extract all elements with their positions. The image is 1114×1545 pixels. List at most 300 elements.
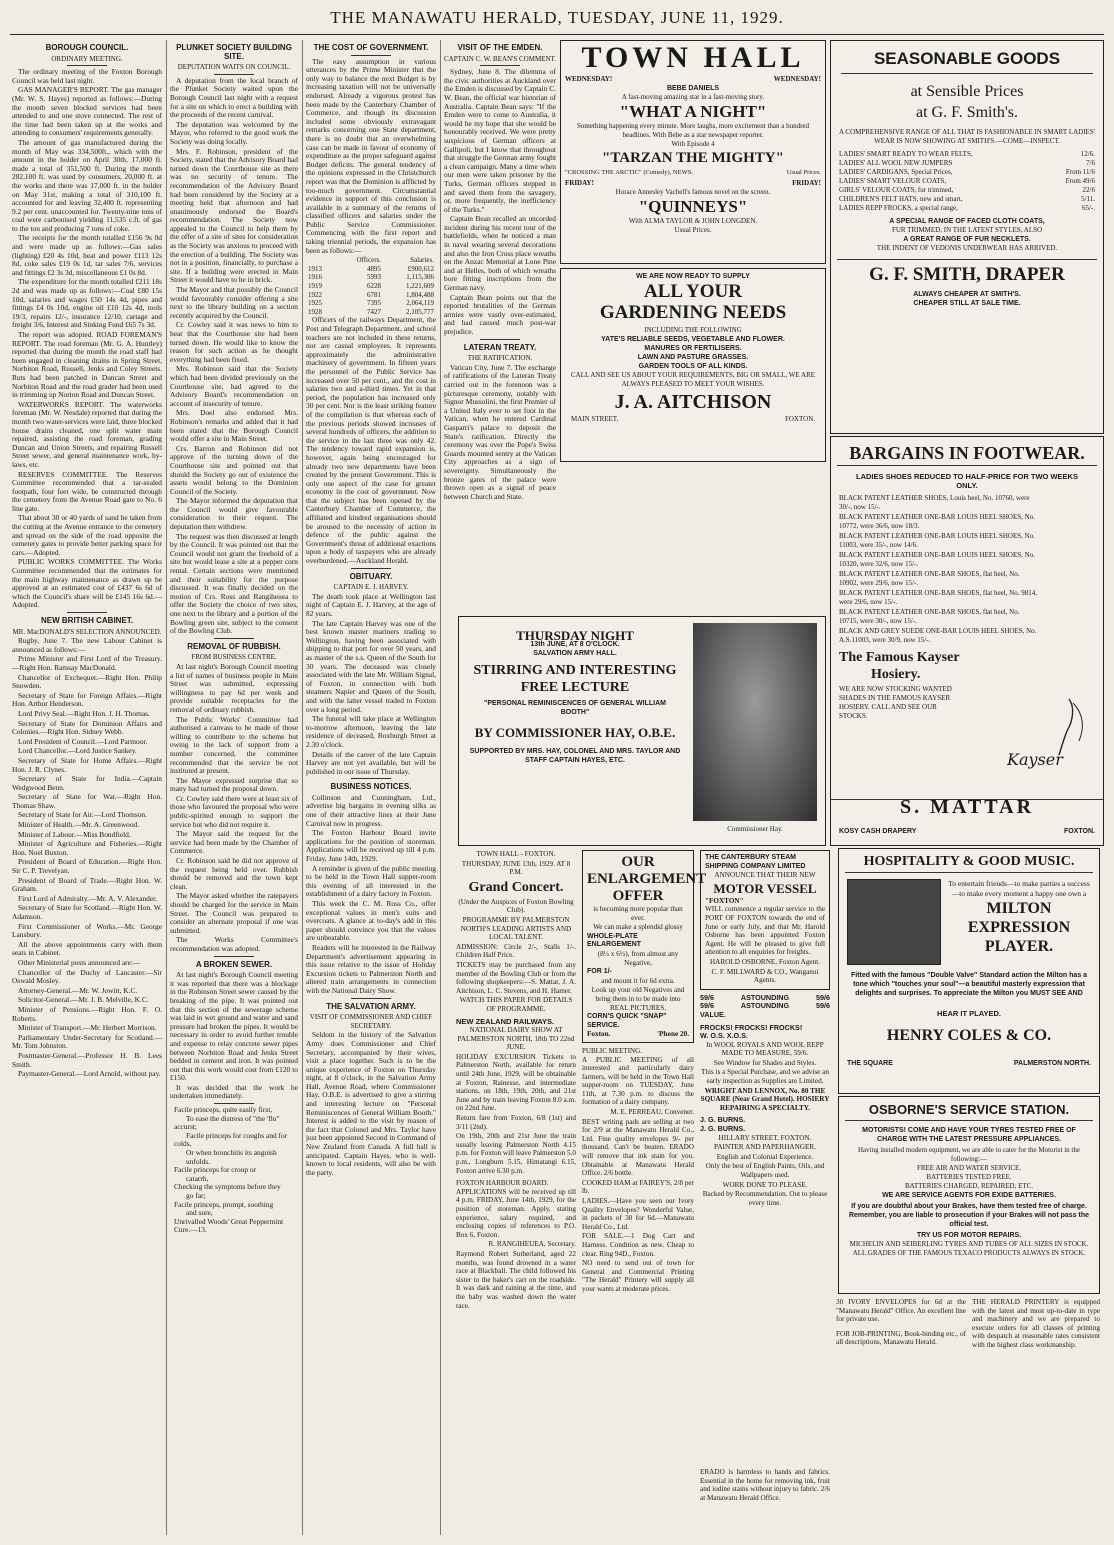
- column-rule: [440, 40, 441, 1535]
- shoe-item: BLACK PATENT LEATHER ONE-BAR SHOES, flat heel, No. 10902, were 29/6, now 15/-.: [839, 570, 1020, 587]
- column-emden: [444, 40, 556, 506]
- paragraph: Cr. Cowley said there were at least six of those who favoured the proposal who were public-spirited enough to support the service but who did not require it.: [170, 793, 298, 829]
- column-plunket: [170, 40, 298, 1535]
- subhead: VISIT OF COMMISSIONER AND CHIEF SECRETARY.: [309, 1013, 433, 1030]
- enlargement-headline: OUR ENLARGEMENT OFFER: [587, 854, 707, 904]
- mattar-line: FOXTON.: [1064, 828, 1095, 835]
- erado-line: ERADO is harmless to hands and fabrics. Essential in the home for removing ink, fruit and iodine stains without injury to fabric. 2/6 at Manawatu Herald Office.: [700, 1468, 830, 1502]
- shoe-item: BLACK AND GREY SUEDE ONE-BAR LOUIS HEEL SHOES, No. A.S.11003, were 30/9, now 15/-.: [839, 627, 1037, 644]
- enlargement-foot: 'Phone 20.: [657, 1030, 689, 1039]
- smith-name: G. F. SMITH, DRAPER: [837, 259, 1097, 290]
- harbour-headline: FOXTON HARBOUR BOARD.: [456, 1179, 549, 1188]
- osborne-line: Having installed modern equipment, we are able to cater for the Motorist in the following:—: [858, 1146, 1080, 1163]
- lecture-line: THURSDAY NIGHT: [516, 628, 634, 643]
- enlargement-line: is becoming more popular than ever.: [593, 905, 683, 922]
- kayser-headline: Hosiery.: [871, 667, 921, 682]
- paragraph: That about 30 or 40 yards of sand be taken from the cutting at the Avenue entrance to the cemetery and spread on the side of the road opposite the cemetery gates to provide better parking space for cars.—Adopted.: [12, 513, 162, 557]
- price-value: 22/6: [1082, 186, 1095, 194]
- paragraph: Lord Privy Seal.—Right Hon. J. H. Thomas.: [18, 708, 150, 718]
- paragraph: The easy assumption in various utterances by the Prime Minister that the only way to balance the next Budget is by increasing taxation will not be universally endorsed. Already a vigorous protest has been made by the Canterbury Chamber of Commerce, and though its discussion included some obviously extravagant remarks concerning one State department, there is no doubt that an overwhelming case can be made in favour of economy of expenditure as the proper safeguard against Budget deficits. The general tendency of the opinions expressed in the Christchurch report was that the Dominion is afflicted by too-much government. Circumstantial evidence in support of this conclusion is available in a summary of the returns of classified officers and salaries under the Public Service Commissioner. Commencing with the first report and taking triennial periods, the expansion has been as follows:—: [306, 56, 436, 255]
- burns-line: J. G. BURNS.: [700, 1115, 746, 1125]
- paragraph: The Public Works' Committee had authorised a canvass to be made of those willing to contribute to the scheme but owing to the lack of support from a number concerned, the committee recommended that the service be not instituted at present.: [170, 714, 298, 776]
- film-title: "TARZAN THE MIGHTY": [602, 150, 784, 166]
- hospitality-ad: [838, 848, 1100, 1094]
- burns-line: Only the best of English Paints, Oils, and Wallpapers used.: [705, 1162, 825, 1179]
- paragraph: The ordinary meeting of the Foxton Borough Council was held last night.: [12, 67, 162, 85]
- public-meeting-line: A PUBLIC MEETING of all interested and particularly dairy farmers, will be held in the Town Hall supper-room on TUESDAY, June 11th, at 7.30 p.m. to discuss the formation of a dairy company.: [582, 1055, 694, 1107]
- table-cell: 1,115,306: [406, 273, 434, 282]
- harbour-line: R. RANGIHEUEA, Secretary.: [488, 1240, 576, 1249]
- osborne-headline: OSBORNE'S SERVICE STATION.: [845, 1100, 1093, 1121]
- paragraph: Collinson and Cunningham, Ltd., advertise big bargains in evening silks as one of their attractive lines at their June Carnival now in progress.: [306, 792, 436, 828]
- table-cell: 6781: [367, 290, 382, 299]
- table-cell: 4895: [367, 264, 382, 273]
- subhead: CAPTAIN C. W. BEAN'S COMMENT.: [444, 54, 556, 63]
- concert-column: [456, 850, 576, 1540]
- enlargement-line: We can make a splendid glossy: [593, 923, 683, 932]
- aitchison-name: J. A. AITCHISON: [614, 391, 772, 413]
- divider: [351, 568, 391, 569]
- hospitality-hear: HEAR IT PLAYED.: [937, 1009, 1001, 1018]
- seasonable-line: THE INDENT OF VEDONIS UNDERWEAR HAS ARRIVED.: [876, 244, 1058, 252]
- smith-tagline: CHEAPER STILL AT SALE TIME.: [913, 300, 1021, 307]
- paragraph: The Foxton Harbour Board invite applications for the position of storeman. Applications will be received up till 4 p.m. Friday, June 14th, 1929.: [306, 828, 436, 864]
- steam-line: ANNOUNCE THAT THEIR NEW: [714, 871, 816, 880]
- table-cell: 1925: [308, 299, 322, 308]
- paragraph: At last night's Borough Council meeting it was reported that there was a blockage in the Robinson Street sewer caused by the breaking of the pipe. It was pointed out that this section of the sewerage scheme was laid in wet ground and water and sand pressure had broken the pipes. It would be necessary in order to avoid further trouble and expense to relay concrete sewer pipes between Norbiton Road and Jenks Street bedded in cement and iron. It was pointed out that this work would cost from £120 to £150.: [170, 970, 298, 1083]
- lecture-line: SALVATION ARMY HALL.: [533, 650, 617, 657]
- divider: [214, 956, 254, 957]
- table-header-cell: Officers.: [356, 256, 382, 265]
- shoe-item: BLACK PATENT LEATHER ONE-BAR LOUIS HEEL SHOES, No. 10320, were 32/6, now 15/-.: [839, 551, 1035, 568]
- paragraph: The Works Committee's recommendation was adopted.: [170, 935, 298, 953]
- osborne-line: WE ARE SERVICE AGENTS FOR EXIDE BATTERIES.: [882, 1192, 1056, 1199]
- paragraph: Cr. Cowley said it was news to him to hear that the Courthouse site had been turned down. He would like to know the reason for such action as he thought everything had been fixed.: [170, 320, 298, 364]
- price-value: From 49/6: [1065, 177, 1095, 185]
- subhead: FROM BUSINESS CENTRE.: [191, 653, 277, 662]
- osborne-line: If you are doubtful about your Brakes, have them tested free of charge. Remember, you are liable to prosecution if your Brakes will not pass the official test.: [848, 1203, 1089, 1228]
- paragraph: Chancellor of Exchequer.—Right Hon. Philip Snowden.: [12, 672, 162, 691]
- table-row: [306, 291, 436, 300]
- kayser-headline: The Famous Kayser: [839, 650, 960, 665]
- tagline: A fast-moving amazing star in a fast-moving story.: [621, 93, 765, 101]
- price-item: LADIES REPP FROCKS, a special range,: [839, 204, 958, 212]
- concert-line: TOWN HALL - FOXTON.: [476, 850, 556, 858]
- divider: [351, 998, 391, 999]
- episode: With Episode 4: [671, 140, 715, 148]
- paragraph: The report was adopted. ROAD FOREMAN'S REPORT. The road foreman (Mr. G. A. Huntley) reported that during the month the road staff had been engaged in cleaning drains in Spring Street, Norbiton Road, Russell, Jenks and Coley Streets. Ruts had been patched in Duncan Street and Norbiton Road and the road grader had been used in trimming up Norton Road and Duncan Street.: [12, 330, 162, 400]
- table-row: [306, 265, 436, 274]
- harbour-line: APPLICATIONS will be received up till 4 p.m. FRIDAY, June 14th, 1929, for the position of storeman. Apply, stating experience, salary required, and enclosing copies of references to P.O. Box 6, Foxton.: [456, 1187, 576, 1239]
- herald-printery-notice: [972, 1298, 1100, 1538]
- paragraph: Captain Bean recalled an uncorded incident during his recent tour of the battlefields, when he noticed a man in naval wearing several decorations and also the Iron Cross place wreaths on the Anzac Memorial at Lone Pine and at Helles, both of which wreaths bore fitting inscriptions from the German navy.: [444, 214, 556, 293]
- astounding: 59/6: [816, 992, 830, 1002]
- table-cell: 6228: [367, 282, 382, 291]
- divider: [480, 339, 520, 340]
- shoe-list: [831, 492, 1047, 645]
- table-cell: 2,105,777: [406, 307, 434, 316]
- osborne-line: FREE AIR AND WATER SERVICE.: [916, 1164, 1022, 1172]
- shoe-item: BLACK PATENT LEATHER ONE-BAR SHOES, flat heel, No. 9814, were 29/6, now 15/-.: [839, 589, 1037, 606]
- paragraph: Mrs. Robinson said that the Society which had been divided previously on the Courthouse site, had agreed to the Advisory Board's recommendation on account of insecurity of tenure.: [170, 364, 298, 408]
- frocks-line: In WOOL ROYALS AND WOOL REPP MADE TO MEASURE, 59/6.: [706, 1040, 824, 1058]
- paragraph: Postmaster-General.—Professor H. B. Lees Smith.: [12, 1050, 162, 1069]
- subhead: DEPUTATION WAITS ON COUNCIL.: [177, 63, 291, 72]
- day-label: WEDNESDAY!: [773, 75, 821, 83]
- milton-name: PLAYER.: [984, 938, 1054, 955]
- table-header-cell: [306, 256, 336, 265]
- gardening-headline: GARDENING NEEDS: [599, 302, 787, 323]
- classified-line: NO need to send out of town for General and Commercial Printing "The Herald" Printery will supply all your wants at moderate prices.: [582, 1259, 694, 1293]
- paragraph: All the above appointments carry with them seats in Cabinet.: [12, 939, 162, 958]
- masthead-rule: [10, 34, 1104, 35]
- star-name: BEBE DANIELS: [666, 85, 720, 92]
- table-cell: 1913: [308, 264, 322, 273]
- table-cell: 7427: [367, 307, 382, 316]
- paragraph: Minister of Pensions.—Right Hon. F. O. Roberts.: [12, 1004, 162, 1023]
- lecture-support: SUPPORTED BY MRS. HAY, COLONEL AND MRS. TAYLOR AND STAFF CAPTAIN HAYES, ETC.: [469, 748, 681, 764]
- notice-line: 30 IVORY ENVELOPES for 6d at the "Manawatu Herald" Office. An excellent line for private use.: [836, 1298, 966, 1324]
- footwear-headline: BARGAINS IN FOOTWEAR.: [837, 441, 1097, 466]
- paragraph: Lord Chancellor.—Lord Justice Sankey.: [18, 746, 137, 756]
- burns-line: English and Colonial Experience.: [716, 1152, 814, 1161]
- cast: With ALMA TAYLOR & JOHN LONGDEN.: [628, 217, 758, 225]
- paragraph: It was decided that the work be undertaken immediately.: [170, 1082, 298, 1101]
- frocks-line: WRIGHT AND LENNOX, No. 80 THE SQUARE (Near Grand Hotel). HOSIERY REPAIRING A SPECIALTY.: [700, 1086, 830, 1112]
- subhead: ORDINARY MEETING.: [51, 54, 123, 63]
- paragraph: Secretary of State for Dominion Affairs and Colonies.—Right Hon. Sidney Webb.: [12, 718, 162, 737]
- paragraph: Seldom in the history of the Salvation Army does Commissioner and Chief Secretary, accompanied by their wives, visit a place together. Such is to be the unique experience of Foxton on Thursday night, at 8 o'clock, in the Salvation Army Hall, Avenue Road, where Commissioner Hay, O.B.E. is advertised to give a stirring and interesting lecture on "Personal Reminiscences of General William Booth." Interest is added to the visit by reason of the fact that Colonel and Mrs. Taylor have just been appointed Second in Command of New Zealand from Canada. A full hall is anticipated. Captain Hayes, who is well-known to local residents, will also be with the party.: [306, 1030, 436, 1177]
- railways-line: HOLIDAY EXCURSION Tickets to Palmerston North, available for return until 24th June, 1929, will be obtainable at Foxton, Rainesse, and intermediate stations, on 18th, 19th, 20th, and 21st June and by train leaving Foxton 8.0 a.m. on 22nd June.: [456, 1052, 576, 1113]
- verse-line: Or when bronchitis its anguish unfolds.: [186, 1148, 277, 1166]
- osborne-line: MICHELIN AND SEIBERLING TYRES AND TUBES OF ALL SIZES IN STOCK.: [849, 1240, 1089, 1248]
- verse-line: Facile princeps, prompt, soothing: [174, 1199, 274, 1209]
- headline-visit-of-emden: VISIT OF THE EMDEN.: [457, 43, 543, 52]
- enlargement-foot: Foxton.: [587, 1030, 611, 1039]
- table-header-row: [306, 256, 436, 265]
- table-row: [306, 299, 436, 308]
- paragraph: First Commissioner of Works.—Mr. George Lansbury.: [12, 921, 162, 940]
- shoe-item: BLACK PATENT LEATHER ONE-BAR LOUIS HEEL SHOES, No. 11003, were 35/-, now 14/6.: [839, 532, 1035, 549]
- lecture-speaker: BY COMMISSIONER HAY, O.B.E.: [474, 725, 676, 740]
- verse-line: Unrivalled Woods' Great Peppermint Cure.—13.: [174, 1216, 284, 1235]
- gardening-headline: ALL YOUR: [643, 281, 742, 302]
- astounding: ASTOUNDING: [740, 992, 790, 1002]
- astounding: ASTOUNDING: [740, 1001, 790, 1011]
- prices: Usual Prices.: [674, 226, 712, 234]
- verse-line: To ease the distress of "the 'flu": [186, 1113, 280, 1123]
- day-label: FRIDAY!: [565, 179, 594, 187]
- paragraph: Captain Bean points out that the reported brutalities of the German armies were vastly over-estimated, and had caused much post-war prejudice.: [444, 292, 556, 336]
- notice-line: THE HERALD PRINTERY is equipped with the latest and most up-to-date in type and machinery and we are prepared to execute orders for all classes of printing with despatch at reasonable rates consistent with the highest class workmanship.: [972, 1298, 1100, 1349]
- seasonable-line: FUR TRIMMED, IN THE LATEST STYLES, ALSO: [891, 226, 1043, 234]
- railways-headline: NEW ZEALAND RAILWAYS.: [456, 1016, 555, 1026]
- paragraph: Details of the career of the late Captain Harvey are not yet available, but will be published in our issue of Thursday.: [306, 749, 436, 776]
- burns-line: WORK DONE TO PLEASE.: [722, 1180, 808, 1189]
- coles-address: PALMERSTON NORTH.: [1013, 1060, 1091, 1067]
- address: MAIN STREET,: [571, 415, 619, 423]
- verse-line: colds,: [174, 1139, 192, 1149]
- lecture-line: 13th JUNE, AT 8 O'CLOCK.: [530, 641, 620, 648]
- paragraph: The deputation was welcomed by the Mayor, who referred to the good work the Society was doing locally.: [170, 119, 298, 146]
- coles-name: HENRY COLES & CO.: [886, 1027, 1052, 1044]
- divider: [214, 74, 254, 75]
- enlargement-line: (8½ x 6½), from almost any Negative,: [597, 949, 679, 967]
- coles-address: THE SQUARE: [847, 1060, 893, 1067]
- price-value: 7/6: [1086, 159, 1095, 167]
- seasonable-intro: A COMPREHENSIVE RANGE OF ALL THAT IS FASHIONABLE IN SMART LADIES' WEAR IS NOW SHOWING AT SMITH'S.—COME—INSPECT.: [839, 128, 1095, 145]
- osborne-line: BATTERIES TESTED FREE.: [926, 1173, 1012, 1181]
- seasonable-line: A SPECIAL RANGE OF FACED CLOTH COATS,: [889, 218, 1045, 225]
- subhead: MR. MacDONALD'S SELECTION ANNOUNCED.: [12, 627, 162, 636]
- price-value: 5/11.: [1081, 195, 1095, 203]
- gardening-top: WE ARE NOW READY TO SUPPLY: [636, 273, 750, 280]
- paragraph: RESERVES COMMITTEE. The Reserves Committee recommended that a tar-sealed footpath, four feet wide, be constructed through the cemetery from the Avenue Road gate to No. 6 line gate.: [12, 469, 162, 513]
- paragraph: The death took place at Wellington last night of Captain E. J. Harvey, at the age of 82 years.: [306, 591, 436, 618]
- headline-new-british-cabinet: NEW BRITISH CABINET.: [41, 616, 133, 625]
- concert-line: (Under the Auspices of Foxton Bowling Club).: [458, 897, 574, 915]
- paragraph: Sydney, June 8. The dilemma of the civic authorities at Auckland over the Emden is discussed by Captain C. W. Bean, the official war historian of Australia. Captain Bean says: "If the Emden were to come to Australia, it would be my hope that she would be honourably received. We were pretty suspicious of German officers at Gallipoli, but I know that throughout that struggle the German army fought a clean campaign. Many a time when our men were taken prisoner by the Turks, German officers stepped in and saved them from the savagery, or, more frequently, the inefficiency of the Turks.": [444, 67, 556, 214]
- astounding: 59/6: [700, 992, 714, 1002]
- peppermint-cure-verse: [170, 1106, 298, 1235]
- paragraph: Secretary of State for Air.—Lord Thomson.: [18, 810, 147, 820]
- enlargement-line: FOR 1/-: [587, 968, 612, 976]
- subhead: THE RATIFICATION.: [467, 354, 533, 363]
- osborne-line: BATTERIES CHARGED, REPAIRED, ETC.: [904, 1182, 1034, 1190]
- paragraph: Chancellor of the Duchy of Lancaster.—Sir Oswald Mosley.: [12, 967, 162, 986]
- paragraph: The Mayor said the request for the service had been made by the Chamber of Commerce.: [170, 829, 298, 856]
- steam-column: [700, 850, 830, 1410]
- paragraph: Mrs. F. Robinson, president of the Society, stated that the Advisory Board had turned down the Courthouse site as there was no security of tenure. The recommendation of the Advisory Board had been considered by the Society at a meeting held that afternoon and had unanimously endorsed the Board's recommendation. The Society now appealed to the Council to help them by the offer of a site of sites for consideration as the Society was anxious to proceed with the erection of a building. The Society was not in a position, financially, to purchase a site. If a building were erected in Main Street it would have to be in brick.: [170, 146, 298, 285]
- film-description: Something happening every minute. More laughs, more excitement than a hundred headlines. With Bebe as a star newspaper reporter.: [576, 122, 810, 139]
- paragraph: Cr. Robinson said he did not approve of the request being held over. Rubbish should be removed and the town kept clean.: [170, 856, 298, 891]
- seasonable-headline: SEASONABLE GOODS: [841, 45, 1093, 74]
- headline-lateran-treaty: LATERAN TREATY.: [463, 342, 537, 352]
- verse-line: Checking the symptoms before they: [174, 1182, 281, 1192]
- paragraph: First Lord of Admiralty.—Mr. A. V. Alexander.: [18, 893, 158, 903]
- paragraph: Other Ministerial posts announced are:—: [18, 957, 141, 967]
- classified-line: COOKED HAM at FAIREY'S, 2/8 per lb.: [582, 1178, 694, 1196]
- hospitality-intro: To entertain friends—to make parties a success—to make every moment a happy one own a: [948, 879, 1090, 898]
- paragraph: Minister of Health.—Mr. A. Greenwood.: [18, 820, 140, 830]
- gardening-line: MANURES OR FERTILISERS.: [644, 345, 742, 352]
- burns-line: PAINTER AND PAPERHANGER.: [714, 1143, 816, 1152]
- paragraph: President of Board of Education.—Right Hon. Sir C. P. Trevelyan.: [12, 857, 162, 876]
- paragraph: Lord President of Council.—Lord Parmoor.: [18, 736, 148, 746]
- town-hall-ad: [560, 40, 826, 264]
- enlargement-line: WHOLE-PLATE ENLARGEMENT: [587, 932, 642, 949]
- classified-line: FOR SALE.—1 Dog Cart and Harness. Condition as new. Cheap to clear. Ring 94D., Foxton.: [582, 1232, 694, 1258]
- classified-line: BEST writing pads are selling at two for 2/9 at the Manawatu Herald Co., Ltd. Fine quality envelopes 9/- per thousand. Can't be beaten. ERADO will remove that ink stain for you. Obtainable at Manawatu Herald Office. 2/6 bottle.: [582, 1117, 694, 1178]
- price-row: [839, 150, 1095, 159]
- divider: [214, 638, 254, 639]
- osborne-line: MOTORISTS! COME AND HAVE YOUR TYRES TESTED FREE OF CHARGE WITH THE LATEST PRESSURE APPLIANCES.: [862, 1127, 1076, 1143]
- tagline: Horace Annesley Vachell's famous novel on the screen.: [615, 188, 771, 196]
- headline-obituary: OBITUARY.: [349, 571, 393, 581]
- paragraph: WATERWORKS REPORT. The waterworks foreman (Mr. W. Nesdale) reported that during the month two water-services were laid, three blocked house drains cleaned, one split water main repaired, assisting the road foreman, grading Duncan and Union Streets, and repairing Russell Street sewer, and general maintenance work, by-laws, etc.: [12, 399, 162, 469]
- column-rule: [302, 40, 303, 1535]
- price-row: [839, 159, 1095, 168]
- column-borough-council: [12, 40, 162, 1535]
- verse-line: go far;: [186, 1191, 206, 1200]
- paragraph: Minister of Transport.—Mr. Herbert Morrison.: [18, 1023, 157, 1033]
- headline-borough-council: BOROUGH COUNCIL.: [45, 43, 129, 52]
- mattar-name: S. MATTAR: [831, 799, 1103, 812]
- salaries-table: [306, 256, 436, 316]
- frocks-line: This is a Special Purchase, and we advise an early inspection as Supplies are Limited.: [701, 1068, 829, 1086]
- price-item: LADIES' CARDIGANS, Special Prices,: [839, 168, 953, 176]
- paragraph: Secretary of State for India.—Captain Wedgwood Benn.: [12, 774, 162, 792]
- frocks-line: FROCKS! FROCKS! FROCKS!: [700, 1022, 803, 1032]
- astounding: VALUE.: [700, 1009, 726, 1019]
- price-item: LADIES' ALL WOOL NEW JUMPERS: [839, 159, 953, 167]
- paragraph: Attorney-General.—Mr. W. Jowitt, K.C.: [18, 985, 138, 995]
- paragraph: Parliamentary Under-Secretary for Scotland.—Mr. Tom Johnston.: [12, 1032, 162, 1051]
- verse-line: Facile princeps for croup or: [174, 1165, 257, 1175]
- headline-broken-sewer: A BROKEN SEWER.: [195, 959, 273, 969]
- table-cell: 1922: [308, 290, 322, 299]
- verse-line: catarrh,: [186, 1173, 209, 1183]
- concert-line: ADMISSION: Circle 2/-, Stalls 1/-. Children Half Price.: [456, 942, 576, 960]
- gardening-line: GARDEN TOOLS OF ALL KINDS.: [638, 363, 748, 370]
- astounding: 59/6: [816, 1001, 830, 1011]
- railways-line: Return fare from Foxton, 6/8 (1st) and 3/11 (2nd).: [456, 1114, 576, 1131]
- seasonable-line: A GREAT RANGE OF FUR NECKLETS.: [903, 236, 1031, 243]
- price-item: LADIES' SMART READY TO WEAR FELTS,: [839, 150, 973, 158]
- seasonable-sub: at G. F. Smith's.: [915, 104, 1019, 121]
- table-cell: 1,221,609: [406, 282, 434, 291]
- news-line: Raymond Robert Sutherland, aged 22 months, was found drowned in a water race at Blackball. The child followed his sister to the baker's cart on the roadside. It was dark and raining at the time, and the baby was washed down the water race.: [456, 1249, 576, 1310]
- steam-vessel: MOTOR VESSEL: [713, 880, 817, 896]
- hospitality-headline: HOSPITALITY & GOOD MUSIC.: [845, 852, 1093, 873]
- column-cost-of-government: [306, 40, 436, 1535]
- paragraph: The late Captain Harvey was one of the best known master mariners trading to Wellington, having been associated with shipping to that port for over 50 years, and as master of the s.s. Queen of the South for 30 years. The deceased was closely associated with the late Mr. William Signal, of Foxton, in connection with both steamers Napier and Queen of the South, and with the latter vessel traded to Foxton over a long period.: [306, 618, 436, 714]
- paragraph: Prime Minister and First Lord of the Treasury.—Right Hon. Ramsay MacDonald.: [12, 654, 162, 672]
- burns-line: HILLARY STREET, FOXTON.: [718, 1133, 812, 1142]
- table-row: [306, 273, 436, 282]
- day-label: FRIDAY!: [792, 179, 821, 187]
- divider: [214, 1103, 254, 1104]
- table-cell: 1916: [308, 273, 322, 282]
- paragraph: Crs. Barron and Robinson did not approve of the turning down of the Courthouse site and pointed out that should the Society go out of existence the assets would belong to the Dominion Council of the Society.: [170, 443, 298, 496]
- price-list: [831, 150, 1103, 213]
- price-item: GIRLS' VELOUR COATS, fur trimmed,: [839, 186, 954, 194]
- divider: [67, 65, 107, 66]
- mattar-line: KOSY CASH DRAPERY: [839, 828, 917, 835]
- table-cell: 7395: [367, 299, 382, 308]
- table-cell: 1919: [308, 282, 322, 291]
- price-item: CHILDREN'S FELT HATS, new and smart,: [839, 195, 963, 203]
- concert-line: PROGRAMME BY PALMERSTON NORTH'S LEADING ARTISTS AND LOCAL TALENT.: [460, 915, 572, 942]
- price-value: 65/-.: [1081, 204, 1095, 212]
- steam-line: WILL commence a regular service to the PORT OF FOXTON towards the end of June or early July, and that Mr. Harold Osborne has been appointed Foxton Agent. He will be pleased to give full attention to all enquiries for freights.: [705, 905, 825, 957]
- milton-name: MILTON: [986, 900, 1052, 917]
- address: FOXTON.: [784, 415, 815, 423]
- gardening-line: CALL AND SEE US ABOUT YOUR REQUIREMENTS, BIG OR SMALL, WE ARE ALWAYS PLEASED TO MEET YOUR WISHES.: [570, 371, 816, 388]
- price-row: [839, 177, 1095, 186]
- verse-line: and sure,: [186, 1208, 213, 1218]
- hospitality-body: Fitted with the famous "Double Valve" Standard action the Milton has a tone which "touches your soul"—a beautiful masterly expression that delights and surprises. To appreciate the Milton you MUST SEE AND: [850, 972, 1088, 997]
- paragraph: The Mayor expressed surprise that so many had turned the proposal down.: [170, 775, 298, 794]
- subhead: CAPTAIN E. J. HARVEY.: [333, 583, 409, 592]
- paragraph: Officers of the railways Department, the Post and Telegraph Department, and school teachers are not included in these returns, nor are casual employees. It represents approximately the administrative machinery of government. In fifteen years the personnel of the Public Service has increased over 50 per cent., and the cost in salaries two and a-third times. Yet in that period, the population has increased only 30 per cent. Nor is the least striking feature of the compilation is that whereas each of the previous periods showed increases of several hundreds of officers, the addition to the service in the last three was only 42. The tendency toward rapid expansion is, however, again being encouraged for already two new departments have been created by the present Government. This is only one aspect of the case for greater economy in the cost of government. Now that the subject has been opened by the Canterbury Chamber of Commerce, the affiliated and kindred organisations should be aroused to the necessity of action in defence of the public against the Government's threat of additional exactions upon a body of taxpayers who are already overburdened.—Auckland Herald.: [306, 315, 436, 566]
- price-row: [839, 186, 1095, 195]
- railways-line: NATIONAL DAIRY SHOW AT PALMERSTON NORTH, 18th TO 22nd JUNE.: [457, 1026, 575, 1052]
- seasonable-goods-ad: [830, 40, 1104, 434]
- price-row: [839, 195, 1095, 204]
- paragraph: Secretary of State for Foreign Affairs.—Right Hon. Arthur Henderson.: [12, 690, 162, 709]
- column-rule: [166, 40, 167, 1535]
- paragraph: Solicitor-General.—Mr. J. B. Melville, K.C.: [18, 995, 149, 1005]
- paragraph: The expenditure for the month totalled £211 18s 2d and was made up as follows:—Coal £80 15s 10d, salaries and wages £50 14s 4d, pipes and fittings £4 0s 10d, engine oil £10 12s 4d, tools 19/3, repairs 12/-, insurance 12/10, cartage and freight 3/6, Interest and Sinking Fund £65 7s 3d.: [12, 277, 162, 330]
- divider: [480, 65, 520, 66]
- seasonable-sub: at Sensible Prices: [910, 83, 1024, 100]
- gardening-line: YATE'S RELIABLE SEEDS, VEGETABLE AND FLOWER.: [601, 336, 785, 343]
- steam-headline: THE CANTERBURY STEAM SHIPPING COMPANY LIMITED: [705, 854, 806, 870]
- bottom-notices: [836, 1298, 966, 1538]
- divider: [351, 778, 391, 779]
- paragraph: The amount of gas manufactured during the month of May was 334,500ft., which with the amount in the holder on April 30th, 17,000 ft. made a total of 351,500 ft. During the month 282,100 ft. was used by consumers, 20,000 ft. at the works and there was 17,000 ft. in the holder on May 31st, making a total of 310,100 ft. accounted for and leaving 32,400 ft. representing 9.2 per cent. unaccounted for. Twenty-nine tons of coal were carbonised yielding 11,535 c.ft. of gas to the ton and producing 7 tons of coke.: [12, 137, 162, 233]
- kayser-text: WE ARE NOW STOCKING WANTED SHADES IN THE FAMOUS KAYSER HOSIERY. CALL AND SEE OUR STOCKS.: [839, 685, 952, 720]
- lecture-topic: "PERSONAL REMINISCENCES OF GENERAL WILLIAM BOOTH": [484, 700, 666, 716]
- price-item: LADIES' SMART VELOUR COATS,: [839, 177, 947, 185]
- table-cell: £900,612: [407, 264, 434, 273]
- masthead: THE MANAWATU HERALD, TUESDAY, JUNE 11, 1929.: [330, 8, 784, 27]
- headline-business-notices: BUSINESS NOTICES.: [330, 782, 412, 792]
- smith-tagline: ALWAYS CHEAPER AT SMITH'S.: [913, 291, 1021, 298]
- concert-line: TICKETS may be purchased from any member of the Bowling Club or from the following shopkeepers:—S. Mattar, J. A. Aitchison, L. C. Stevens, and H. Hamer.: [456, 960, 576, 995]
- verse-line: Facile princeps for coughs and for: [186, 1130, 288, 1140]
- shoe-item: BLACK PATENT LEATHER ONE-BAR SHOES, flat heel, No. 10715, were 30/-, now 15/-.: [839, 608, 1020, 625]
- burns-line: Backed by Recommendation. Out to please every time.: [702, 1190, 828, 1207]
- paragraph: Vatican City, June 7. The exchange of ratifications of the Lateran Treaty carried out in the forenoon was a picturesque ceremony, notably with Signor Mussolini, the first Premier of a United Italy ever to set foot in the Vatican, when he entered Cardinal Gasparri's palace to deposit the State's ratification. Directly the ceremony was over the Pope's Swiss Guards mounted sentry at the Vatican City approaches as a sign of sovereignty. Simultaneously the bronze gates of the palace were thrown open as a signal of peace between Church and State.: [444, 362, 556, 501]
- lecture-ad: [458, 616, 826, 846]
- osborne-line: TRY US FOR MOTOR REPAIRS.: [916, 1232, 1022, 1239]
- table-row: [306, 282, 436, 291]
- photo-caption: Commissioner Hay.: [727, 825, 783, 833]
- paragraph: PUBLIC WORKS COMMITTEE. The Works Committee recommended that the estimates for the main highway maintenance as drawn up be approved at an estimated cost of £437 6s 6d of which the Council's share will be £145 16s 6d.—Adopted.: [12, 557, 162, 610]
- concert-line: WATCH THIS PAPER FOR DETAILS OF PROGRAMME.: [459, 996, 573, 1013]
- notice-line: FOR JOB-PRINTING, Book-binding etc., of all descriptions, Manawatu Herald.: [836, 1329, 966, 1347]
- public-meeting-line: M. E. PERREAU, Convener.: [610, 1108, 694, 1117]
- shoe-item: BLACK PATENT LEATHER SHOES, Louis heel, No. 10760, were 30/-, now 15/-.: [839, 494, 1030, 511]
- milton-name: EXPRESSION: [967, 919, 1071, 936]
- burns-line: J. G. BURNS.: [700, 1124, 746, 1134]
- paragraph: At last night's Borough Council meeting a list of names of business people in Main Street was submitted, expressing willingness to pay 6d per week and provide suitable receptacles for the removal of ordinary rubbish.: [170, 661, 298, 714]
- divider: [351, 55, 391, 56]
- price-value: 12/6.: [1080, 150, 1095, 158]
- gardening-line: LAWN AND PASTURE GRASSES.: [637, 354, 749, 361]
- gardening-line: INCLUDING THE FOLLOWING: [644, 326, 742, 334]
- kayser-script: Kayser: [1007, 750, 1063, 769]
- paragraph: The request was then discussed at length by the Council. It was pointed out that the Council would not grant the freehold of a site but would lease a site at a pepper corn rental. Certain sections were mentioned and their suitability for the purpose discussed. It was finally decided on the motion of Crs. Ross and Rangiheuea to offer the Society the choice of two sites, one next to the library and a portion of the Bowling green site, subject to the consent of the Bowling Club.: [170, 531, 298, 636]
- paragraph: The Mayor informed the deputation that the Council would give favourable consideration to their request. The deputation then withdrew.: [170, 496, 298, 532]
- paragraph: Readers will be interested in the Railway Department's advertisement appearing in this issue relative to the issue of Holiday Excursion tickets to Palmerston North and altered train arrangements in connection with the National Dairy Show.: [306, 942, 436, 995]
- lecture-title: STIRRING AND INTERESTING FREE LECTURE: [473, 663, 677, 695]
- film-title: "QUINNEYS": [638, 197, 748, 216]
- divider: [67, 612, 107, 613]
- paragraph: The funeral will take place at Wellington to-morrow afternoon, leaving the late residence of deceased, Roxburgh Street at 2.30 o'clock.: [306, 714, 436, 749]
- paragraph: The receipts for the month totalled £156 9s 0d and were made up as follows:—Gas sales (lighting) £20 4s 10d, heat and power £113 12s 8d, coke sales £19 0s 1d, tar sales 7/6, services and fittings £2 3s 3d, miscellaneous £1 0s 8d.: [12, 233, 162, 277]
- table-cell: 2,064,119: [406, 299, 434, 308]
- steam-vessel-name: "FOXTON": [705, 896, 744, 905]
- price-row: [839, 168, 1095, 177]
- paragraph: A reminder is given of the public meeting to be held in the Town Hall supper-room this evening of all interested in the establishment of a dairy factory in Foxton.: [306, 863, 436, 899]
- verse-line: accurst;: [174, 1122, 197, 1132]
- day-label: WEDNESDAY!: [565, 75, 613, 83]
- paragraph: The Mayor asked whether the ratepayers should be charged for the service in Main Street. The Council was prepared to consider an alternate proposal if one was submitted.: [170, 891, 298, 935]
- shoe-item: BLACK PATENT LEATHER ONE-BAR LOUIS HEEL SHOES, No. 10772, were 36/6, now 18/3.: [839, 513, 1035, 530]
